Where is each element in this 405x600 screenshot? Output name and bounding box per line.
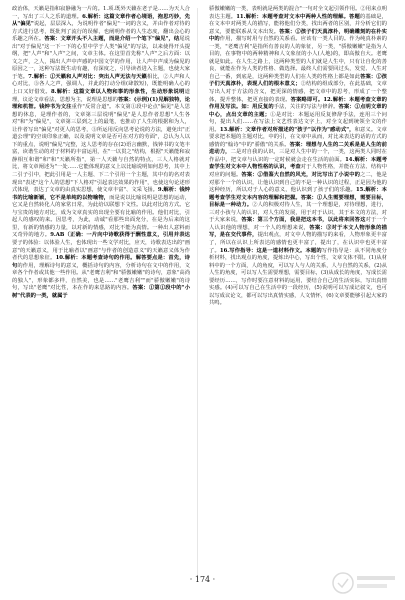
text-line: 的来思路的内容。 [88, 285, 133, 292]
page-number: · 174 · [189, 575, 216, 584]
text-line: 对于人物性格，并能在方法、结构中对应的问题。 [209, 164, 387, 179]
text-line: 人的思考，③所运用反向思考论说的方法，避免 [64, 126, 177, 133]
text-line: 写成记叙文，也可以写成议论文，都可以写出真情 [209, 285, 387, 299]
text-line: 的作用，理解诗句的意义，概括诗句的内容，分析 [17, 262, 137, 269]
text-line: 的作用"，也使这句论述形式体现，表达了文章的由 [12, 179, 191, 194]
text-line: (1)从材料中的一个方面，人的角度，可以写人与人 [209, 255, 387, 269]
text-line: 特点，三人人格就对比，将文章阐述为"一处……它能 [12, 156, 190, 171]
text-line: 对方的劳面"，总认为人以下的重点，说明"偏见"完整，这人思考 [12, 134, 190, 148]
text-line: 作用，描写时用与自然的关系看。应该有一类人 [219, 36, 334, 43]
column-divider [197, 8, 198, 578]
text-line: 有新的情感的力量，以对新的情感，对比不能为真情。 [22, 224, 153, 231]
text-line: 和寂静相互和谐"和"和"天籁所指"，第一人天籁与自然的 [12, 149, 190, 163]
text-line: 天，诗歌表达出的"画意"的天籁意义，用于比喻者 [12, 239, 191, 254]
text-line: 写作指导是：从不同角度分析材料，找出观点的 [209, 247, 387, 262]
text-line: 8.解析：这篇文章以人物和事的形象性，生动形象说明 [50, 89, 185, 96]
text-line: 出人声中声感的中国文学的作用，让人声中声成为偏见的原因之一， [12, 58, 190, 73]
text-line: 7.解析：①天籁和人声对比：突出人声无法与天籁 [28, 73, 147, 80]
text-line: 重作"反常合道"。本文第①段中论点"偏见"是人思想 [12, 104, 190, 118]
text-line: 要结合自己的生活实际，写出真情实感。 [209, 277, 387, 292]
text-line: 作者思想"人生各对"和"为"偏见"，文章第三层到之上的最 [12, 111, 190, 126]
text-line: "而"骄傲嫩嫩"的诗句，写出"老鹰"对比性，本在作 [12, 277, 190, 292]
text-line: 一种出人意料而又奇异的地方。 [12, 224, 190, 239]
text-line: 对于一个人认识他的理想，对一个人的理想来说， [209, 217, 387, 231]
text-line: 11.解析：本题考查对文本中两种人性的理解。答题 [236, 13, 360, 20]
text-line: 笔，也推动了人生的根据和为人，让作者写出"偏见"对更 [12, 119, 190, 133]
text-line: 10.解析：本题考查诗句的作用。解答要点是：首先，诗句 [12, 255, 190, 269]
text-line: 独人"，形象都多样，自然美，也是……"老鹰吉利" [17, 277, 143, 284]
text-line: 骄傲嫩嫩的一类，表明就是两类的混合"一句对全文 [209, 6, 329, 12]
text-line: 句，提出人们……在写法上文艺性表达文字上， [209, 119, 326, 126]
text-line: 答案：文章开头不入主题，而是介绍一个笔下"偏见"，结 [44, 36, 180, 43]
text-line: 二是对自我的认识，三是对人生中的一个， [230, 149, 334, 156]
text-line: 15.解析：本题考查学生对文本内容的理解和把握。 [209, 187, 387, 201]
text-line: 代的思想象征。 [17, 255, 56, 262]
text-line: 的打动分组(肆散短)，既能明确人心的上口又好借 [12, 81, 190, 96]
text-line: 用。从"老鹰吉利"和"骄傲嫩嫩"的诗句，意象"高尚的 [12, 270, 190, 284]
text-line: 14.解析：本题考查学生对文本中人物性格的认识，考查 [209, 156, 387, 171]
left-column [12, 6, 190, 300]
text-line: 9.AB（正确：一片向中诗歌获得于酬性意义，引用并表达 [50, 232, 190, 239]
text-line: 对于认识，其于本文的方法，对于大家来说， [209, 209, 387, 224]
text-line: 目的，在事物中的两种精神和人文象征的小人(人 [209, 51, 326, 58]
text-line: 体现的意义上以比喻说明如何思考，其中上二引子引中， [12, 164, 190, 179]
text-line: ②结构的组成部分，在此基础，文章写出人对于方 [209, 81, 387, 96]
text-line: 和意义。文章要求把本题的主题对比，中的引，在 [209, 126, 387, 141]
text-line: 成长需要经历……，写作时要注意材料的运用， [209, 270, 387, 284]
text-line: 13.解析：文章作者对所描述的"孩子"以作为"感动式"， [219, 126, 355, 133]
text-line: 上，这两种类型的人们就是人生中，只有让自 [262, 58, 371, 65]
text-line: 6.解析：这篇文章作者心境语，抱思巧妙，先从"偏见" [12, 13, 190, 28]
text-line: 善良的人的象征，另一类，"骄傲嫩嫩"是指为人 [273, 43, 387, 50]
text-line: "翰诗"中的"骄傲"的关系。 [225, 141, 290, 148]
text-line: 了，提出了，在认识中也更丰富了。 [209, 239, 387, 254]
text-line: 化的善良，就能在作为人类的性格、做选择。 [209, 58, 387, 73]
text-line: 这种写法既生动有趣，有深度之，引导读者进入主题，也使大家 [38, 66, 190, 73]
text-line: 写人生需要理想，需要目标，(3)从成长的角度，写 [251, 270, 372, 277]
text-line: 答案：①孩子们天真淳朴，表现人们的根本意义； [209, 73, 387, 88]
text-line: 也阐明作者的人生态度，翻出会心的乐趣之所在。 [12, 28, 190, 43]
text-line: 类，找出两者的区别，并分析它们的意义，要能联系 [209, 21, 387, 35]
text-line: 目的。作为纯真朴素的一类，"老鹰吉利"是指所有 [209, 36, 387, 50]
text-line: ①是对比：本题运用反复修辞手法，连用三个问 [270, 111, 387, 118]
text-line: 并由作者对待的方式进行思考，既批判了流行的误解， [12, 21, 190, 35]
text-line: 答案：①点明文章的中心，点出文章的主题； [209, 104, 387, 118]
text-line: 之二，他是对那个一个的认识，让他认识到自己的不 [209, 172, 387, 186]
text-line: 的基础是，在文本中对两类人的描写，能将他们分 [209, 13, 387, 28]
text-line: 对于材料的丰富运用，在"一以贯之"结构，根据"天籁能 [49, 149, 180, 156]
watermark-logo-icon [331, 570, 399, 596]
text-line: 答案：第三个方面，我是把这本书，以此将来回答这 [241, 217, 366, 224]
text-line: 的存在(2)语言幽默，钱钟书的文笔丰富，诙谐生动的 [12, 141, 191, 156]
text-line: 进行，三对小孩与人的认识，对人生的发展，用于 [209, 202, 387, 216]
text-line: 答案：①借鉴大自然的风光，对比写出了小说中的 [241, 172, 361, 179]
text-line: 16.写作指导：这是一道材料作文。本题的 [219, 247, 322, 254]
text-line: 答案略即可。 [290, 96, 324, 103]
text-line: 手法，关注的写法与修辞。 [273, 104, 339, 111]
text-line: 真实思想，使文章丰富"、文采飞扬。 [70, 187, 158, 194]
text-line: 起引领作用。②用来点明表达主题。 [209, 6, 387, 20]
text-line: ②人的积极对待人生，其一个理想是，对待理想， [252, 202, 371, 209]
text-line: (4)可以写自己在生活中的一段经历，(5)说明可以 [225, 285, 344, 292]
text-line: 体。在这里首先称"人声"之后方面：以文之声，之人，揭 [12, 51, 190, 65]
text-line: 人的家常日常，为此给以联想下文性。 [49, 202, 142, 209]
text-line: 把此引用是一人主题、下二个引用一个主题，其中有的名 [44, 172, 180, 179]
text-line: 说起，层层深入，为说明作者"偏见"一词的含义， [33, 21, 153, 28]
text-line: 发。 [39, 89, 51, 96]
text-line: 是，这两种类型的人们在人类的性格上都是如此 [246, 73, 361, 80]
text-line: 答案：①第①段中的"小树"代表的一类，就属于 [12, 285, 190, 299]
text-line: 出"正道公理"的空谈印象正确，以及说明文章是否可在 [12, 126, 191, 141]
text-line: 实感，人文情怀，(6)文章要能够引起大家的共鸣。 [209, 292, 387, 307]
text-line: 答案：①孩子们天真淳朴，明确雕刻的在朴实中的 [209, 28, 387, 43]
text-line: 以此对比的方式。它与宝贵的地方对比，成为文章真实的出现 [12, 202, 190, 216]
text-line: 角度，提炼出中心，写出个性，文章文体不限。 [256, 255, 369, 262]
text-line: 相比，②人声和人心对比，③各人之声，强调人，并此 [12, 73, 190, 88]
text-line: 以"画意"与作者的创造意义"的天籁意义体为作者 [12, 247, 191, 262]
text-line: 了一个整体，提升整体，把更直接的表现。 [209, 89, 387, 103]
text-line: 的关系，人与自然的关系，(2)从人生的角度，可以 [209, 262, 387, 277]
text-line: 一定时候就会走在生活的前面。 [268, 156, 346, 163]
text-line: 最终人们需要回过头，发觉、人生对自己一番，到底 [209, 66, 387, 80]
right-column [209, 6, 387, 308]
text-line: 对于人心的意义，他认识到了孩子们的乐趣。 [247, 187, 356, 194]
text-line: 政治体，天籁是指和寂静融为一片的。1.项.既外 [12, 6, 126, 12]
text-line: 是一种认识的过程，正是因为他的这种经历，所以 [209, 179, 387, 194]
text-line: 一类，这两类人同时在作品中，把文章与认识的 [209, 149, 387, 163]
text-line: 答案：③对于本文人物形象的描写，是在交代事件， [209, 224, 387, 239]
text-line: 答案：(示例)(1)见解独特，论理和机智。钱钟书为文注 [12, 96, 190, 111]
text-line: 从文本出发。 [246, 28, 280, 35]
text-line: 道理，议论文章看法，思想为主，说理是思想的 [12, 89, 190, 103]
text-line: 的休息，是理作者的，文章第三层说明"偏见"是人思 [17, 111, 148, 118]
text-line: 于笔。 [12, 73, 29, 80]
text-line: 天籁在老子是……为天人合一，写出了三人之乐的道理。 [12, 6, 190, 20]
text-line: 地)的，即高傲自大。老鹰就是如此。在人生之路 [209, 51, 387, 65]
text-line: 9.解析：钱钟书的比喻新颖，它不是单纯的以物喻物， [12, 187, 190, 201]
text-line: 更丰富了，所以在认识上所表达的感情也更丰富 [209, 232, 387, 246]
text-line: 尾说出"对于偏见"这一下一下的心里中学于人类"偏见"的 [12, 36, 190, 50]
text-line: 提出观点，对文中人物的描写的来看，人物形象 [257, 232, 371, 239]
text-line: 文章中从而，对比来表达的话的方式的感情的 [209, 134, 387, 148]
text-line: 诗句在文中的作用，文章各个作者或其他一些作 [12, 262, 190, 277]
text-line: 对全文起到统领全文的作用。 [209, 119, 387, 133]
text-line: 而是说以比喻说明是思想的运动，它又是自然转化 [12, 194, 190, 209]
text-line: 全要有比喻的作用。他们对比，引起人的感叹的来。因思考， [12, 209, 190, 224]
text-line: 答案：①人生需要理想，需要目标，目标是一种动力。 [209, 194, 387, 209]
text-line: 为此，动诚"看那些出面充分，在是为后来的这里， [12, 217, 190, 231]
text-line: 要子的体验：以体验人生，也体现出一些文学对比，应 [12, 239, 140, 246]
text-line: 法的含义，把更深的情感，把文章中的思考，形成 [242, 89, 365, 96]
text-line: 写法，以来使得开头提纲，把"人声"和"人声"之间，文章主 [12, 43, 190, 58]
text-line: 答案：理想与人生的二关系是是人生的前进动力， [209, 141, 387, 156]
text-line: 12.解析：本题考查文章的作用及写法。如：用反复的 [209, 96, 387, 111]
text-line: 对表现出"表述"这个人的思想"下人格对"引起表达效果 [12, 172, 190, 186]
